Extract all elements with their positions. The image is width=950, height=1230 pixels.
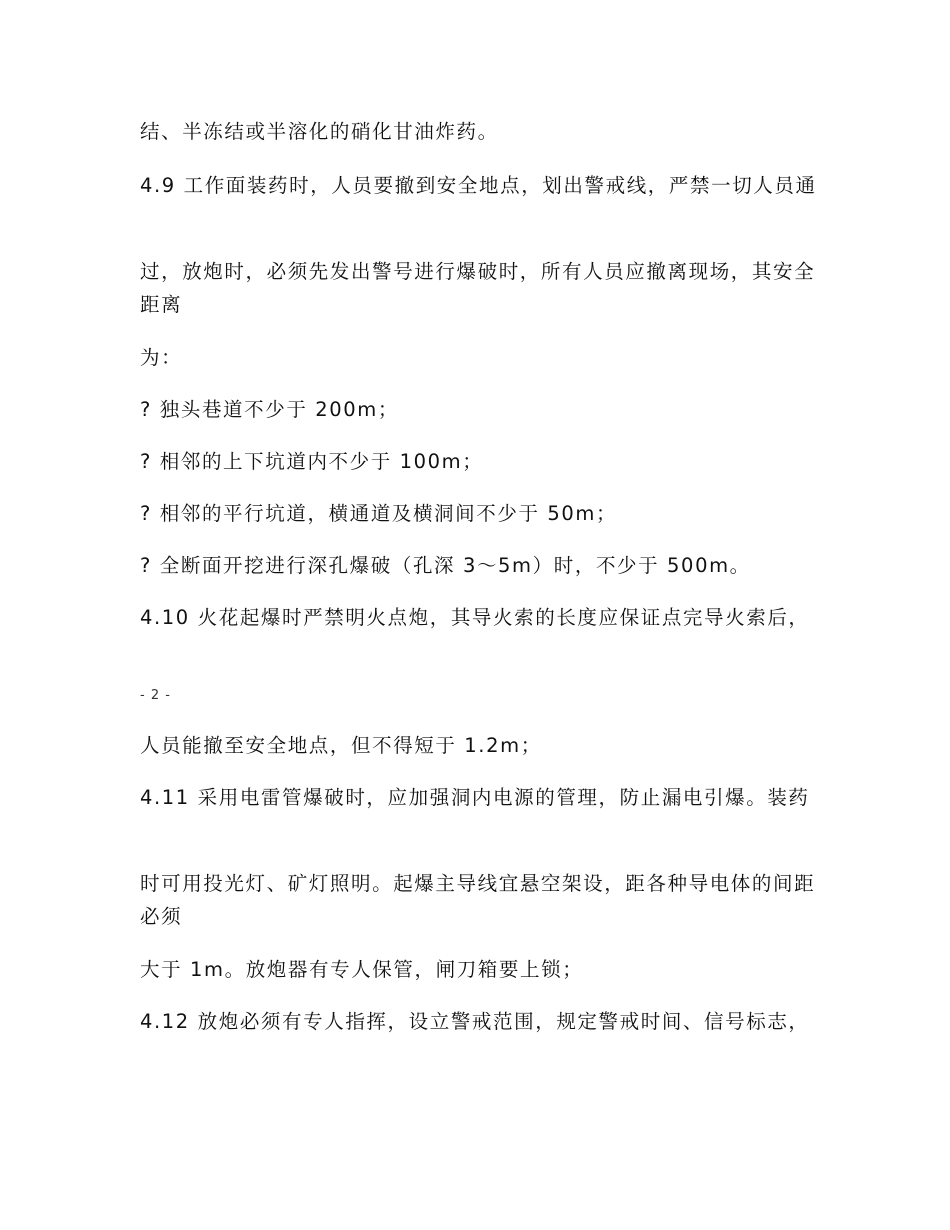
- paragraph: 过，放炮时，必须先发出警号进行爆破时，所有人员应撤离现场，其安全距离: [140, 260, 816, 316]
- paragraph: 4.11 采用电雷管爆破时，应加强洞内电源的管理，防止漏电引爆。装药: [140, 786, 810, 809]
- paragraph: 4.12 放炮必须有专人指挥，设立警戒范围，规定警戒时间、信号标志，: [140, 1010, 810, 1033]
- list-item: ? 独头巷道不少于 200m；: [140, 398, 399, 421]
- paragraph: 为：: [140, 346, 183, 369]
- list-item: ? 相邻的平行坑道，横通道及横洞间不少于 50m；: [140, 502, 618, 525]
- page-number: - 2 -: [140, 688, 171, 703]
- paragraph: 大于 1m。放炮器有专人保管，闸刀箱要上锁；: [140, 958, 584, 981]
- paragraph: 人员能撤至安全地点，但不得短于 1.2m；: [140, 734, 542, 757]
- paragraph: 结、半冻结或半溶化的硝化甘油炸药。: [140, 120, 499, 143]
- paragraph: 4.9 工作面装药时，人员要撤到安全地点，划出警戒线，严禁一切人员通: [140, 174, 817, 197]
- list-item: ? 相邻的上下坑道内不少于 100m；: [140, 450, 484, 473]
- paragraph: 时可用投光灯、矿灯照明。起爆主导线宜悬空架设，距各种导电体的间距必须: [140, 872, 816, 928]
- list-item: ? 全断面开挖进行深孔爆破（孔深 3～5m）时，不少于 500m。: [140, 554, 751, 577]
- paragraph: 4.10 火花起爆时严禁明火点炮，其导火索的长度应保证点完导火索后，: [140, 606, 810, 629]
